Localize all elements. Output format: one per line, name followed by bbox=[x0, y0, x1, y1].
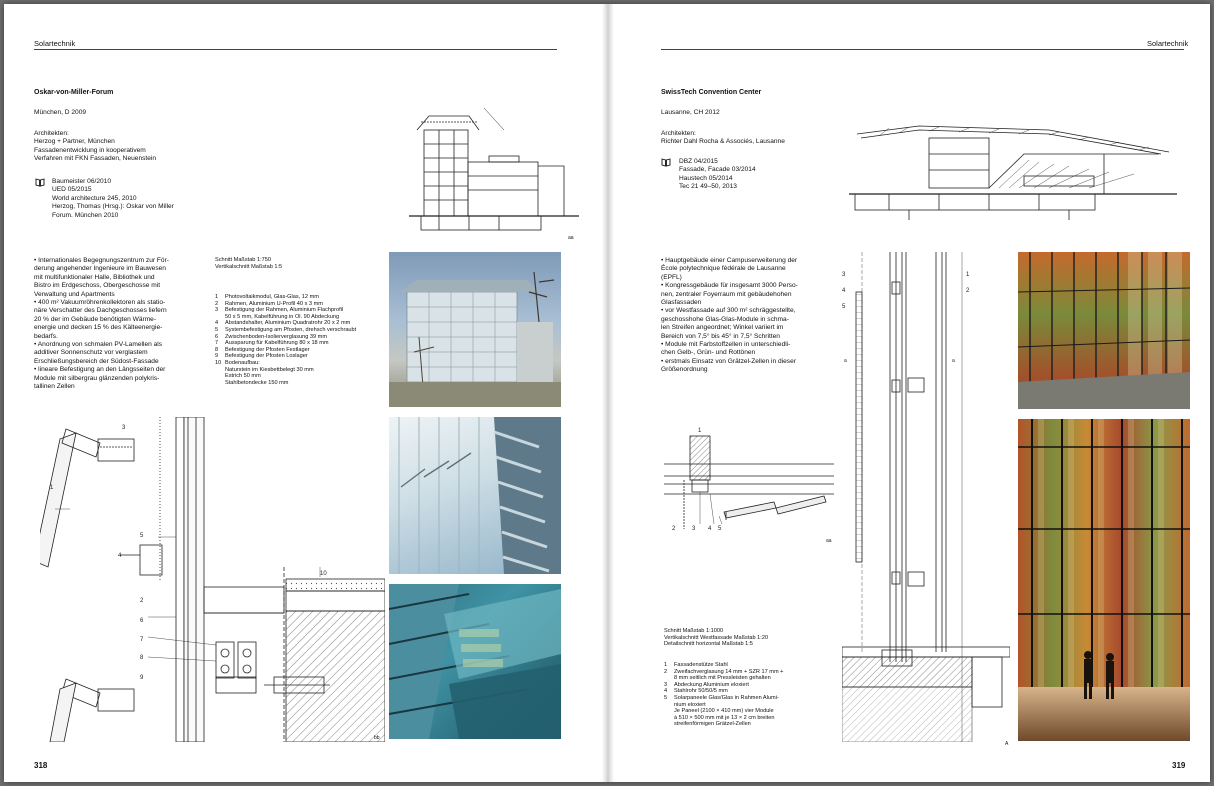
svg-text:3: 3 bbox=[842, 272, 846, 278]
book-icon bbox=[35, 178, 45, 189]
right-section-label-A: A bbox=[1005, 741, 1009, 747]
right-building-section-drawing bbox=[849, 124, 1179, 222]
legend-item: 5 Systembefestigung am Pfosten, drehsch verschraubt bbox=[215, 326, 357, 333]
legend-item: 5 Solarpaneele Glas/Glas in Rahmen Alumi- bbox=[664, 694, 779, 701]
reference-line: Haustech 05/2014 bbox=[679, 174, 733, 182]
right-location: Lausanne, CH 2012 bbox=[661, 109, 720, 116]
left-project-title: Oskar-von-Miller-Forum bbox=[34, 89, 114, 96]
legend-item: 3 Befestigung der Rahmen, Aluminium Flachprofil bbox=[215, 307, 344, 314]
legend-item: nium eloxiert bbox=[674, 701, 706, 708]
legend-item: 8 Befestigung der Pfosten Festlager bbox=[215, 346, 310, 353]
svg-text:5: 5 bbox=[718, 526, 722, 532]
right-horizontal-detail-drawing bbox=[664, 424, 836, 544]
svg-text:10: 10 bbox=[320, 571, 327, 577]
bullet-line: Glasfassaden bbox=[661, 299, 702, 307]
svg-text:a: a bbox=[952, 358, 955, 364]
legend-item: 1 Fassadenstütze Stahl bbox=[664, 662, 728, 668]
bullet-line: näre Verschatter des Dachgeschosses liefern bbox=[34, 307, 167, 315]
left-vertical-section-detail bbox=[40, 417, 385, 742]
svg-text:aa: aa bbox=[826, 538, 832, 544]
scale-line: Schnitt Maßstab 1:1000 bbox=[664, 628, 724, 634]
magazine-spread bbox=[4, 4, 1210, 782]
reference-line: Tec 21 49–50, 2013 bbox=[679, 183, 737, 191]
legend-item: Stahlbetondecke 150 mm bbox=[225, 379, 289, 386]
left-detail-label-bb: bb bbox=[374, 735, 380, 741]
reference-line: Herzog, Thomas (Hrsg.): Oskar von Miller bbox=[52, 203, 174, 211]
svg-text:4: 4 bbox=[118, 553, 122, 559]
bullet-line: chen Gelb-, Grün- und Rottönen bbox=[661, 349, 756, 357]
left-header-rule bbox=[34, 49, 557, 50]
photo-pv-louvres bbox=[389, 417, 561, 574]
legend-item: streifenförmigen Grätzel-Zellen bbox=[674, 721, 751, 728]
bullet-line: Größenordnung bbox=[661, 366, 708, 374]
left-architects bbox=[34, 130, 156, 164]
svg-text:5: 5 bbox=[140, 533, 144, 539]
svg-text:a: a bbox=[844, 358, 847, 364]
reference-line: World architecture 245, 2010 bbox=[52, 194, 137, 202]
svg-text:8: 8 bbox=[140, 655, 144, 661]
left-architect-line: Verfahren mit FKN Fassaden, Neuenstein bbox=[34, 155, 157, 163]
left-references bbox=[52, 178, 174, 220]
scale-line: Vertikalschnitt Westfassade Maßstab 1:20 bbox=[664, 634, 769, 641]
right-running-head: Solartechnik bbox=[1147, 39, 1189, 48]
bullet-line: geschosshohe Glas-Glas-Module in schma- bbox=[661, 315, 789, 323]
legend-item: 9 Befestigung der Pfosten Loslager bbox=[215, 353, 308, 360]
photo-swisstech-facade-exterior bbox=[1018, 252, 1190, 409]
right-architects bbox=[661, 130, 785, 147]
reference-line: UED 05/2015 bbox=[52, 186, 92, 194]
bullet-line: Verwaltung und Apartments bbox=[34, 290, 115, 298]
svg-text:1: 1 bbox=[698, 428, 702, 434]
bullet-line: 20 % der im Gebäude benötigten Wärme- bbox=[34, 315, 157, 323]
svg-text:4: 4 bbox=[842, 288, 846, 294]
svg-text:2: 2 bbox=[672, 526, 676, 532]
bullet-line: • Hauptgebäude einer Campuserweiterung der bbox=[661, 257, 798, 264]
bullet-line: len Streifen angeordnet; Winkel variiert im bbox=[661, 324, 784, 332]
svg-text:6: 6 bbox=[140, 618, 144, 624]
right-scale-lines bbox=[664, 628, 768, 648]
legend-item: 50 x 5 mm, Kabelführung in Ol. 90 Abdeckung bbox=[225, 313, 340, 320]
bullet-line: additiver Sonnenschutz vor verglastem bbox=[34, 349, 148, 357]
bullet-line: Erschließungsbereich der Südost-Fassade bbox=[34, 357, 159, 365]
right-legend bbox=[664, 662, 783, 728]
left-running-head: Solartechnik bbox=[34, 39, 76, 48]
svg-text:9: 9 bbox=[140, 675, 144, 681]
left-building-section-drawing bbox=[409, 102, 581, 242]
legend-item: à 510 × 500 mm mit je 13 × 2 cm breiten bbox=[674, 714, 775, 721]
bullet-line: tallinen Zellen bbox=[34, 383, 75, 391]
photo-swisstech-foyer-interior bbox=[1018, 419, 1190, 741]
left-architect-line: Herzog + Partner, München bbox=[34, 138, 115, 146]
legend-item: 2 Zweifachverglasung 14 mm + SZR 17 mm + bbox=[664, 668, 784, 675]
bullet-line: • Anordnung von schmalen PV-Lamellen als bbox=[34, 341, 163, 349]
bullet-line: • lineare Befestigung an den Längsseiten der bbox=[34, 366, 166, 374]
svg-text:7: 7 bbox=[140, 637, 144, 643]
left-architect-line: Fassadenentwicklung in kooperativem bbox=[34, 146, 146, 154]
scale-line: Detailschnitt horizontal Maßstab 1:5 bbox=[664, 641, 753, 648]
left-architects-label: Architekten: bbox=[34, 130, 69, 137]
bullet-line: • Module mit Farbstoffzellen in unterschiedli- bbox=[661, 341, 791, 349]
legend-item: 4 Stahlrohr 50/50/5 mm bbox=[664, 688, 728, 695]
svg-text:4: 4 bbox=[708, 526, 712, 532]
legend-item: Naturstein im Kiesbettbelegt 30 mm bbox=[225, 366, 314, 373]
right-vertical-section-westfassade bbox=[842, 252, 1010, 742]
left-location: München, D 2009 bbox=[34, 109, 87, 116]
svg-text:2: 2 bbox=[966, 288, 970, 294]
svg-text:3: 3 bbox=[692, 526, 696, 532]
svg-text:5: 5 bbox=[842, 304, 846, 310]
left-bullet-list bbox=[34, 257, 169, 392]
legend-item: 2 Rahmen, Aluminium U-Profil 40 x 3 mm bbox=[215, 300, 323, 307]
left-legend bbox=[215, 294, 356, 386]
legend-item: Estrich 50 mm bbox=[225, 373, 261, 380]
left-page-number: 318 bbox=[34, 761, 48, 770]
svg-text:3: 3 bbox=[122, 425, 126, 431]
bullet-line: (EPFL) bbox=[661, 273, 682, 281]
legend-item: 7 Aussparung für Kabelführung 80 x 18 mm bbox=[215, 340, 329, 347]
bullet-line: nen, zentraler Foyerraum mit gebäudehohen bbox=[661, 290, 792, 298]
legend-item: 4 Abstandshalter, Aluminium Quadratrohr 20 x 2 mm bbox=[215, 320, 351, 327]
legend-item: Je Paneel (2100 × 410 mm) vier Module bbox=[674, 708, 774, 715]
bullet-line: École polytechnique fédérale de Lausanne bbox=[661, 265, 786, 273]
right-architects-label: Architekten: bbox=[661, 130, 696, 137]
bullet-line: mit multifunktionaler Halle, Bibliothek und bbox=[34, 273, 155, 281]
legend-item: 3 Abdeckung Aluminium eloxiert bbox=[664, 681, 749, 688]
svg-text:1: 1 bbox=[966, 272, 970, 278]
legend-item: 10 Bodenaufbau: bbox=[215, 359, 260, 366]
bullet-line: • erstmals Einsatz von Grätzel-Zellen in dieser bbox=[661, 357, 796, 365]
bullet-line: • Internationales Begegnungszentrum zur För- bbox=[34, 257, 169, 264]
bullet-line: Bistro im Erdgeschoss, Obergeschosse mit bbox=[34, 282, 161, 290]
photo-pv-detail bbox=[389, 584, 561, 739]
right-page-number: 319 bbox=[1172, 761, 1186, 770]
svg-text:2: 2 bbox=[140, 598, 144, 604]
right-bullet-list bbox=[661, 257, 798, 375]
legend-item: 8 mm seitlich mit Pressleisten gehalten bbox=[674, 675, 771, 682]
reference-line: Forum. München 2010 bbox=[52, 211, 119, 219]
bullet-line: • Kongressgebäude für insgesamt 3000 Perso- bbox=[661, 282, 798, 290]
bullet-line: • 400 m² Vakuumröhrenkollektoren als statio- bbox=[34, 299, 166, 307]
svg-text:1: 1 bbox=[50, 485, 54, 491]
right-header-rule bbox=[661, 49, 1184, 50]
reference-line: Fassade, Facade 03/2014 bbox=[679, 166, 756, 174]
book-icon bbox=[661, 158, 671, 169]
legend-item: 1 Photovoltaikmodul, Glas-Glas, 12 mm bbox=[215, 294, 319, 300]
bullet-line: bedarfs. bbox=[34, 332, 58, 340]
left-section-label-aa: aa bbox=[568, 235, 574, 241]
bullet-line: Bereich von 7,5° bis 45° in 7,5° Schritten bbox=[661, 332, 780, 340]
bullet-line: Module mit silbergrau glänzenden polykris- bbox=[34, 374, 160, 382]
left-scale-lines bbox=[215, 257, 282, 270]
legend-item: 6 Zwischenboden-Isolierverglasung 39 mm bbox=[215, 333, 327, 340]
right-architect-line: Richter Dahl Rocha & Associés, Lausanne bbox=[661, 138, 785, 146]
bullet-line: energie und decken 15 % des Kälteenergie- bbox=[34, 324, 163, 332]
right-references bbox=[679, 158, 756, 192]
reference-line: Baumeister 06/2010 bbox=[52, 178, 112, 185]
scale-line: Vertikalschnitt Maßstab 1:5 bbox=[215, 263, 283, 270]
photo-forum-exterior bbox=[389, 252, 561, 407]
page-gutter bbox=[602, 4, 614, 782]
right-project-title: SwissTech Convention Center bbox=[661, 89, 762, 96]
bullet-line: derung angehender Ingenieure im Bauwesen bbox=[34, 265, 166, 273]
scale-line: Schnitt Maßstab 1:750 bbox=[215, 257, 271, 263]
reference-line: DBZ 04/2015 bbox=[679, 158, 718, 165]
bullet-line: • vor Westfassade auf 300 m² schräggestellte, bbox=[661, 307, 796, 315]
